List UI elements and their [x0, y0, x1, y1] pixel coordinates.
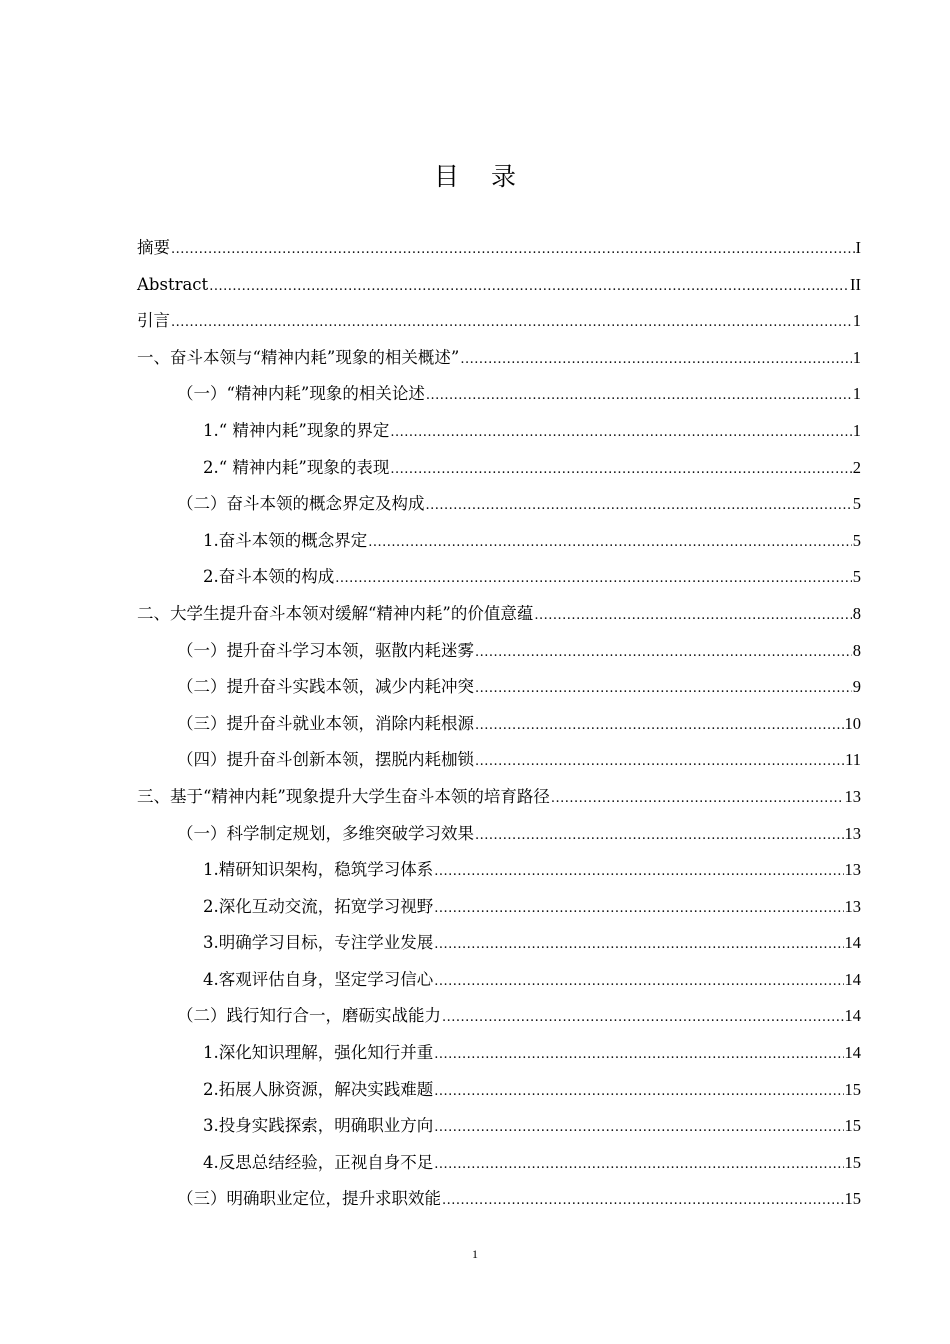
toc-entry-page: 15: [844, 1152, 861, 1172]
toc-dot-leader: [434, 1074, 843, 1111]
toc-entry-label: （一）科学制定规划，多维突破学习效果: [177, 823, 474, 843]
toc-entry[interactable]: [137, 1108, 861, 1145]
toc-dot-leader: [209, 269, 849, 306]
toc-dot-leader: [368, 525, 852, 562]
toc-entry-label: 2.拓展人脉资源，解决实践难题: [203, 1079, 434, 1099]
toc-dot-leader: [534, 598, 851, 635]
toc-entry-label: 4.客观评估自身，坚定学习信心: [203, 969, 434, 989]
toc-dot-leader: [460, 342, 851, 379]
toc-dot-leader: [434, 1110, 843, 1147]
toc-dot-leader: [434, 1147, 843, 1184]
toc-dot-leader: [335, 561, 852, 598]
page-title: 目 录: [434, 162, 528, 191]
toc-dot-leader: [434, 1037, 843, 1074]
toc-entry-page: 5: [852, 494, 861, 514]
toc-entry-page: 11: [845, 750, 861, 770]
toc-entry-page: 13: [844, 896, 861, 916]
toc-entry[interactable]: [137, 450, 861, 487]
toc-entry-label: （三）明确职业定位，提升求职效能: [177, 1189, 441, 1209]
toc-entry-label: 二、大学生提升奋斗本领对缓解“精神内耗”的价值意蕴: [137, 603, 534, 623]
table-of-contents: [137, 230, 861, 1218]
toc-entry-label: 1.“ 精神内耗”现象的界定: [203, 420, 390, 440]
toc-dot-leader: [434, 927, 843, 964]
toc-entry-page: 14: [844, 969, 861, 989]
toc-entry[interactable]: [137, 742, 861, 779]
toc-dot-leader: [442, 1183, 844, 1220]
toc-entry[interactable]: [137, 1145, 861, 1182]
toc-entry-page: II: [850, 274, 861, 294]
toc-dot-leader: [171, 305, 852, 342]
toc-entry[interactable]: [137, 303, 861, 340]
toc-entry-label: 2.奋斗本领的构成: [203, 567, 335, 587]
toc-entry[interactable]: [137, 523, 861, 560]
toc-entry-page: 1: [852, 384, 861, 404]
toc-entry-label: 3.投身实践探索，明确职业方向: [203, 1116, 434, 1136]
toc-entry-page: 1: [852, 311, 861, 331]
toc-entry-page: 2: [852, 457, 861, 477]
toc-entry[interactable]: [137, 779, 861, 816]
toc-entry-label: （二）践行知行合一，磨砺实战能力: [177, 1006, 441, 1026]
toc-entry[interactable]: [137, 413, 861, 450]
toc-dot-leader: [390, 415, 851, 452]
toc-dot-leader: [434, 854, 843, 891]
toc-entry-label: 2.深化互动交流，拓宽学习视野: [203, 896, 434, 916]
toc-entry-page: 15: [844, 1116, 861, 1136]
toc-entry-label: 3.明确学习目标，专注学业发展: [203, 933, 434, 953]
toc-dot-leader: [475, 818, 844, 855]
toc-entry-page: 14: [844, 933, 861, 953]
toc-entry-label: （二）奋斗本领的概念界定及构成: [177, 494, 425, 514]
toc-entry[interactable]: [137, 925, 861, 962]
toc-entry-page: 15: [844, 1189, 861, 1209]
toc-dot-leader: [434, 891, 843, 928]
toc-dot-leader: [171, 232, 855, 269]
toc-entry-page: 14: [844, 1006, 861, 1026]
toc-entry[interactable]: [137, 669, 861, 706]
toc-entry[interactable]: [137, 340, 861, 377]
toc-entry-label: 引言: [137, 311, 170, 331]
toc-entry[interactable]: [137, 633, 861, 670]
toc-entry[interactable]: [137, 852, 861, 889]
toc-entry-page: 1: [852, 347, 861, 367]
toc-dot-leader: [551, 781, 844, 818]
page-number: 1: [472, 1247, 478, 1261]
toc-entry-label: （三）提升奋斗就业本领，消除内耗根源: [177, 713, 474, 733]
toc-entry-label: （二）提升奋斗实践本领，减少内耗冲突: [177, 677, 474, 697]
toc-entry[interactable]: [137, 962, 861, 999]
toc-entry[interactable]: [137, 1181, 861, 1218]
toc-dot-leader: [390, 452, 851, 489]
toc-entry-page: 13: [844, 860, 861, 880]
toc-entry[interactable]: [137, 1035, 861, 1072]
toc-entry-page: 5: [852, 530, 861, 550]
toc-entry[interactable]: [137, 596, 861, 633]
toc-entry[interactable]: [137, 998, 861, 1035]
toc-entry[interactable]: [137, 376, 861, 413]
toc-entry-page: I: [855, 238, 861, 257]
toc-entry-label: （四）提升奋斗创新本领，摆脱内耗枷锁: [177, 750, 474, 770]
toc-dot-leader: [426, 378, 852, 415]
toc-entry-page: 1: [852, 420, 861, 440]
toc-entry-page: 15: [844, 1079, 861, 1099]
toc-entry-label: 一、奋斗本领与“精神内耗”现象的相关概述”: [137, 347, 460, 367]
toc-entry-label: 2.“ 精神内耗”现象的表现: [203, 457, 390, 477]
toc-entry[interactable]: [137, 230, 861, 267]
toc-dot-leader: [475, 708, 844, 745]
toc-entry-label: 1.精研知识架构，稳筑学习体系: [203, 860, 434, 880]
toc-entry-label: （一）“精神内耗”现象的相关论述: [177, 384, 425, 404]
toc-entry-page: 8: [852, 640, 861, 660]
toc-entry-page: 13: [844, 786, 861, 806]
toc-entry-page: 8: [852, 603, 861, 623]
toc-entry-page: 13: [844, 823, 861, 843]
toc-entry[interactable]: [137, 1072, 861, 1109]
toc-entry-label: 1.奋斗本领的概念界定: [203, 530, 368, 550]
toc-entry-label: 三、基于“精神内耗”现象提升大学生奋斗本领的培育路径: [137, 786, 550, 806]
toc-entry[interactable]: [137, 267, 861, 304]
toc-entry[interactable]: [137, 889, 861, 926]
toc-dot-leader: [434, 964, 843, 1001]
toc-entry[interactable]: [137, 559, 861, 596]
toc-entry[interactable]: [137, 816, 861, 853]
toc-dot-leader: [475, 671, 852, 708]
toc-entry-page: 10: [844, 713, 861, 733]
toc-dot-leader: [475, 744, 844, 781]
toc-entry-page: 9: [852, 677, 861, 697]
toc-entry-label: （一）提升奋斗学习本领，驱散内耗迷雾: [177, 640, 474, 660]
toc-entry[interactable]: [137, 486, 861, 523]
toc-entry-page: 5: [852, 567, 861, 587]
toc-entry-label: 1.深化知识理解，强化知行并重: [203, 1043, 434, 1063]
toc-dot-leader: [426, 488, 852, 525]
toc-entry-label: 4.反思总结经验，正视自身不足: [203, 1152, 434, 1172]
toc-entry-label: 摘要: [137, 238, 170, 257]
toc-entry-page: 14: [844, 1043, 861, 1063]
toc-entry-label: Abstract: [137, 274, 209, 294]
toc-dot-leader: [442, 1000, 844, 1037]
toc-dot-leader: [475, 635, 852, 672]
toc-entry[interactable]: [137, 706, 861, 743]
